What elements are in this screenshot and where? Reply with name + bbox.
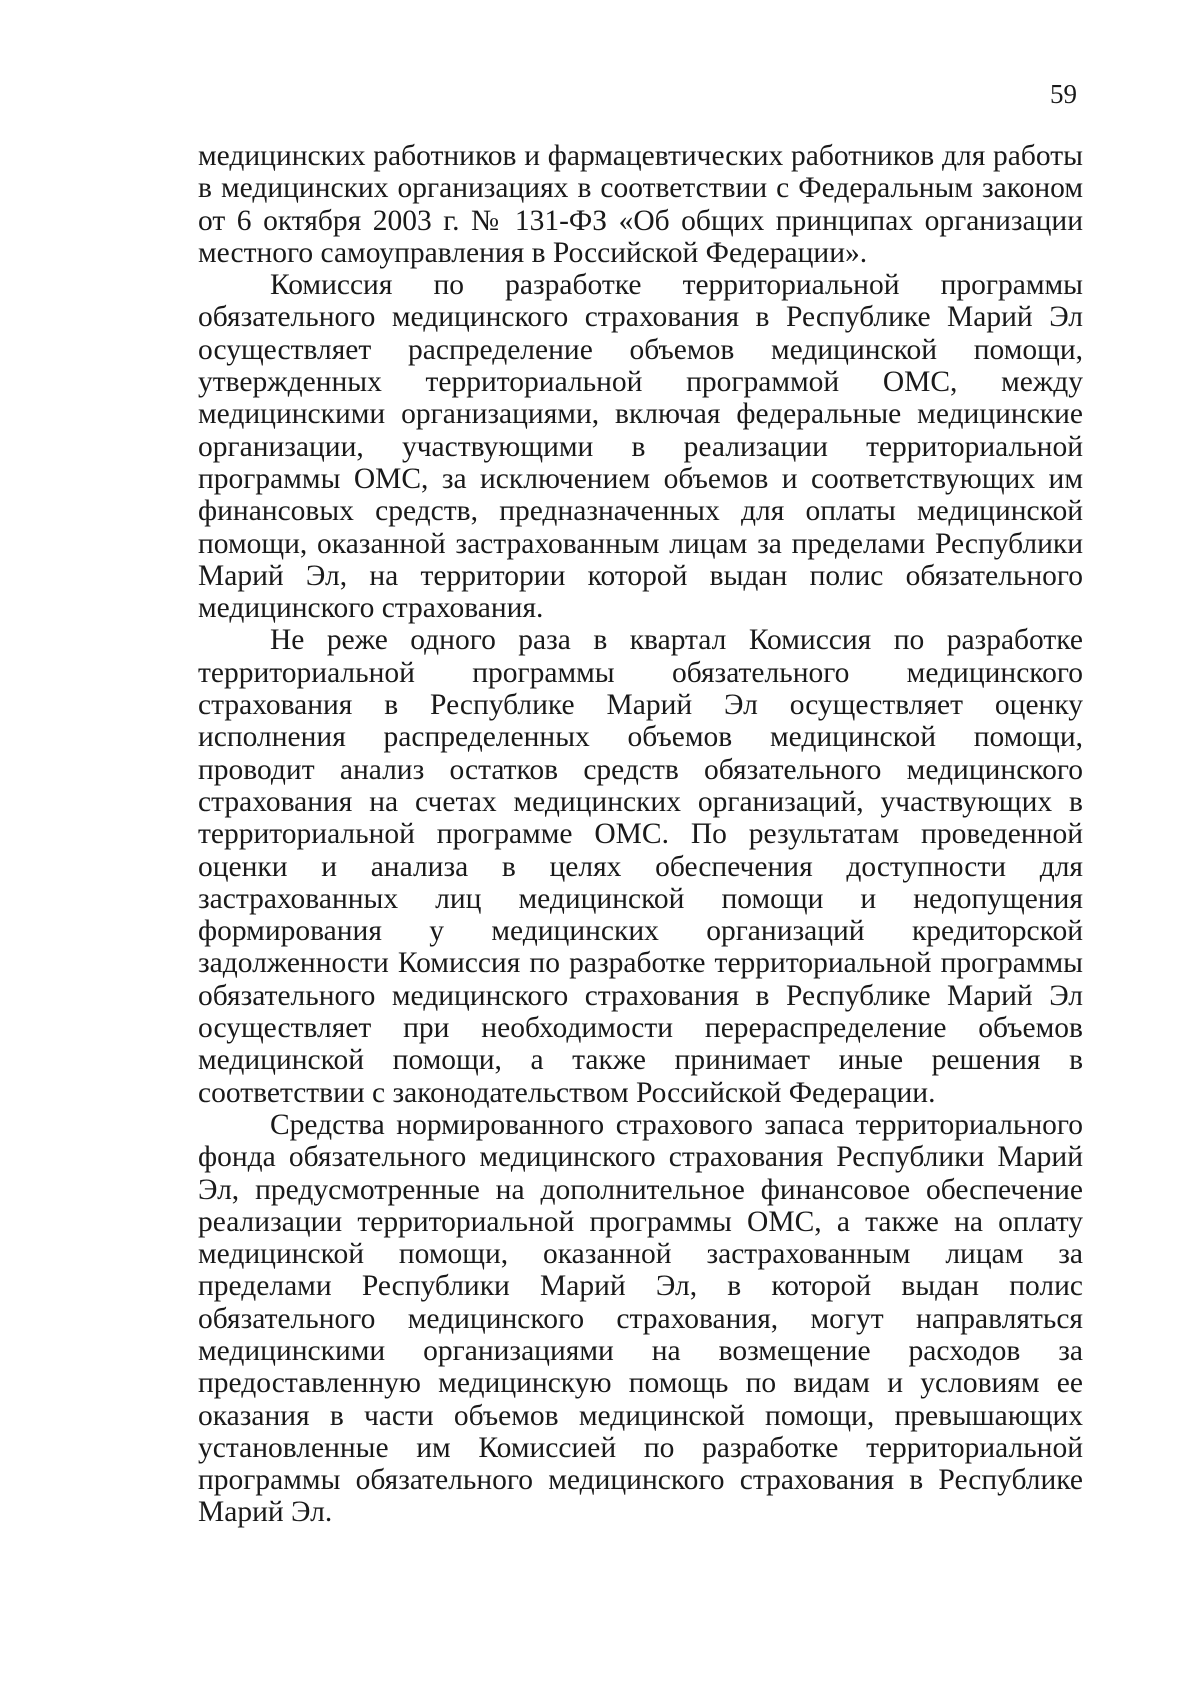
paragraph-insurance-reserve: Средства нормированного страхового запаса территориального фонда обязательного медицинского страхования Республики Марий Эл, предусмотренные на дополнительное финансовое обеспечение реализации территориальной программы ОМС, а также на оплату медицинской помощи, оказанной застрахованным лицам за пределами Республики Марий Эл, в которой выдан полис обязательного медицинского страхования, могут направляться медицинскими организациями на возмещение расходов за предоставленную медицинскую помощь по видам и условиям ее оказания в части объемов медицинской помощи, превышающих установленные им Комиссией по разработке территориальной программы обязательного медицинского страхования в Республике Марий Эл. [198, 1108, 1083, 1529]
paragraph-commission-distribution: Комиссия по разработке территориальной программы обязательного медицинского страхования в Республике Марий Эл осуществляет распределение объемов медицинской помощи, утвержденных территориальной программой ОМС, между медицинскими организациями, включая федеральные медицинские организации, участвующими в реализации территориальной программы ОМС, за исключением объемов и соответствующих им финансовых средств, предназначенных для оплаты медицинской помощи, оказанной застрахованным лицам за пределами Республики Марий Эл, на территории которой выдан полис обязательного медицинского страхования. [198, 269, 1083, 625]
document-body [198, 140, 1083, 1529]
page-number: 59 [1050, 79, 1077, 109]
paragraph-quarterly-assessment: Не реже одного раза в квартал Комиссия по разработке территориальной программы обязательного медицинского страхования в Республике Марий Эл осуществляет оценку исполнения распределенных объемов медицинской помощи, проводит анализ остатков средств обязательного медицинского страхования на счетах медицинских организаций, участвующих в территориальной программе ОМС. По результатам проведенной оценки и анализа в целях обеспечения доступности для застрахованных лиц медицинской помощи и недопущения формирования у медицинских организаций кредиторской задолженности Комиссия по разработке территориальной программы обязательного медицинского страхования в Республике Марий Эл осуществляет при необходимости перераспределение объемов медицинской помощи, а также принимает иные решения в соответствии с законодательством Российской Федерации. [198, 624, 1083, 1109]
paragraph-continuation: медицинских работников и фармацевтических работников для работы в медицинских организациях в соответствии с Федеральным законом от 6 октября 2003 г. № 131-ФЗ «Об общих принципах организации местного самоуправления в Российской Федерации». [198, 140, 1083, 269]
